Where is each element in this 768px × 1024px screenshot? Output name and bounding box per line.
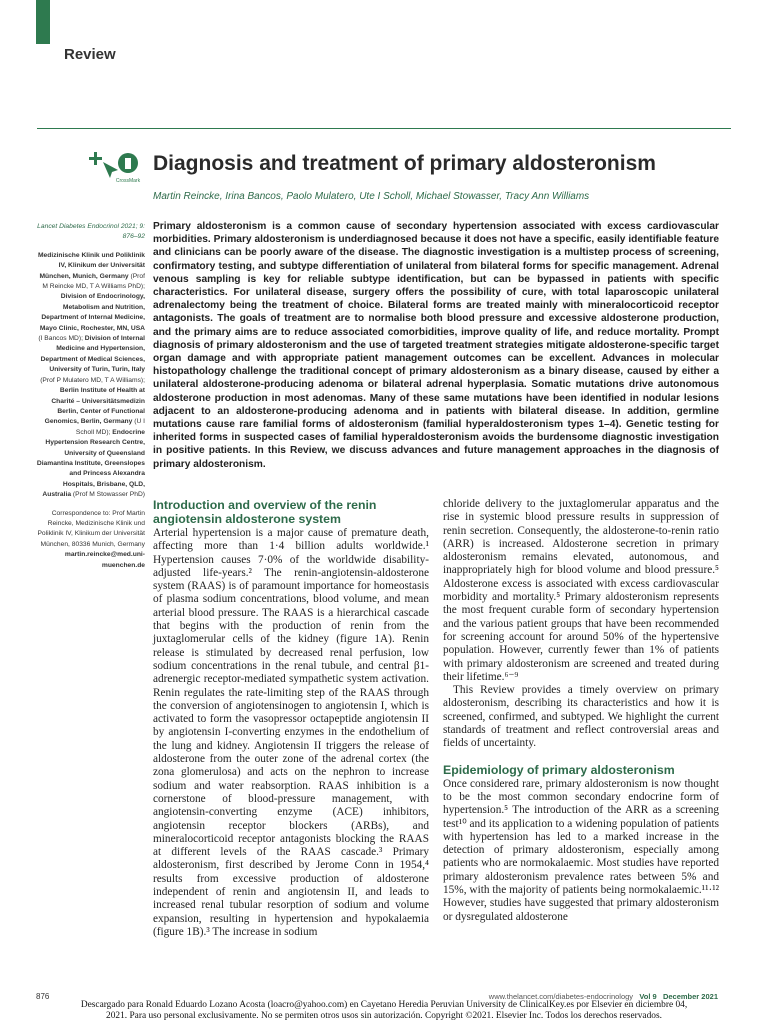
body-paragraph: This Review provides a timely overview on primary aldosteronism, describing its characteristics and how it is screened, confirmed, and subtyped. We highlight the current standards of treatment and reflect controversial areas and fields of uncertainty.: [443, 684, 719, 750]
affiliation-name: Division of Internal Medicine and Hypertension, Department of Medical Sciences, University of Turin, Turin, Italy: [40, 335, 145, 374]
crossmark-label: CrossMark: [115, 178, 141, 184]
volume: Vol 9: [639, 992, 657, 1001]
affiliation-authors: (Prof P Mulatero MD, T A Williams);: [40, 376, 145, 384]
affiliation-authors: (Prof M Stowasser PhD): [71, 491, 145, 499]
journal-citation: Lancet Diabetes Endocrinol 2021; 9: 876–92: [37, 223, 145, 241]
affiliations: [36, 251, 145, 501]
abstract: Primary aldosteronism is a common cause of secondary hypertension associated with excess cardiovascular morbidities. Primary aldosteronism is underdiagnosed because it does not have a specific, easily identifiable feature and clinicians can be poorly aware of the disease. The diagnostic investigation is a multistep process of screening, confirmatory testing, and subtype differentiation of unilateral from bilateral forms for specific management. Adrenal venous sampling is key for reliable subtype identification, but can be bypassed in patients with specific characteristics. For unilateral disease, surgery offers the possibility of cure, with total laparoscopic unilateral adrenalectomy being the treatment of choice. Bilateral forms are treated mainly with mineralocorticoid receptor antagonists. The goals of treatment are to normalise both blood pressure and excessive aldosterone production, and the primary aims are to reduce associated comorbidities, improve quality of life, and reduce mortality. Prompt diagnosis of primary aldosteronism and the use of targeted treatment strategies mitigate aldosterone-specific target organ damage and with appropriate patient management outcomes can be excellent. Advances in molecular histopathology challenge the traditional concept of primary aldosteronism as a binary disease, caused by either a unilateral aldosterone-producing adenoma or bilateral adrenal hyperplasia. Somatic mutations drive autonomous aldosterone production in most adenomas. Many of these same mutations have been identified in nodular lesions adjacent to an aldosterone-producing adenoma and in patients with bilateral disease. In addition, germline mutations cause rare familial forms of aldosteronism (familial hyperaldosteronism types 1–4). Genetic testing for inherited forms in suspected cases of familial hyperaldosteronism avoids the burdensome diagnostic investigation in positive patients. In this Review, we discuss advances and future management approaches in the diagnosis of primary aldosteronism.: [153, 221, 719, 470]
header-divider: [37, 128, 731, 129]
body-paragraph: Arterial hypertension is a major cause of premature death, affecting more than 1·4 billion adults worldwide.¹ Hypertension causes 7·0% of the worldwide disability-adjusted life-years.² The renin-angiotensin-aldosterone system (RAAS) is of paramount importance for homeostasis of plasma sodium concentrations, blood volume, and mean arterial blood pressure. The RAAS is a hierarchical cascade that begins with the production of renin from the juxtaglomerular cells of the kidney (figure 1A). Renin release is stimulated by decreased renal perfusion, low sodium concentrations in the renal tubule, and central β1-adrenergic receptor-mediated sympathetic system activation. Renin regulates the rate-limiting step of the RAAS through the conversion of angiotensinogen to angiotensin I, which is activated to form the vasopressor octapeptide angiotensin II by angiotensin I-converting enzymes in the endothelium of the lung and kidney. Angiotensin II triggers the release of aldosterone from the outer zone of the adrenal cortex (the zona glomerulosa) and acts on the nephron to increase sodium and water reabsorption. RAAS inhibition is a cornerstone of blood-pressure management, with angiotensin-converting enzyme (ACE) inhibitors, angiotensin receptor blockers (ARBs), and mineralocorticoid receptor antagonists blocking the RAAS at different levels of the RAAS cascade.³ Primary aldosteronism, first described by Jerome Conn in 1954,⁴ results from excessive production of aldosterone independent of renin and angiotensin II, and leads to increased renal tubular resorption of sodium and volume expansion, resulting in hypertension and hypokalaemia (figure 1B).³ The increase in sodium: [153, 527, 429, 938]
journal-url[interactable]: www.thelancet.com/diabetes-endocrinology: [488, 992, 634, 1001]
affiliation-authors: (I Bancos MD);: [38, 335, 85, 343]
download-line: Descargado para Ronald Eduardo Lozano Acosta (loacro@yahoo.com) en Cayetano Heredia Peruvian University de ClinicalKey.es por Elsevier en diciembre 04,: [80, 1000, 688, 1010]
affiliation-authors: (Prof M Reincke MD, T A Williams PhD);: [42, 272, 145, 291]
affiliation-name: Berlin Institute of Health at Charité – Universitätsmedizin Berlin, Center of Functional Genomics, Berlin, Germany: [44, 387, 145, 426]
affiliation-name: Division of Endocrinology, Metabolism and Nutrition, Department of Internal Medicine, Mayo Clinic, Rochester, MN, USA: [39, 293, 145, 332]
header-accent-bar: [36, 0, 50, 44]
correspondence: Correspondence to: Prof Martin Reincke, Medizinische Klinik und Poliklinik IV, Klinikum der Universität München, 80336 Munich, Germany: [37, 509, 145, 548]
page-number: 876: [36, 992, 50, 1001]
download-line: 2021. Para uso personal exclusivamente. No se permiten otros usos sin autorización. Copyright ©2021. Elsevier Inc. Todos los derechos reservados.: [106, 1011, 662, 1021]
correspondence-email[interactable]: martin.reincke@med.uni-muenchen.de: [64, 551, 145, 569]
crossmark-icon[interactable]: [88, 148, 148, 192]
body-paragraph: Once considered rare, primary aldosteronism is now thought to be the most common secondary endocrine form of hypertension.⁵ The introduction of the ARR as a screening test¹⁰ and its application to a widening population of patients with hypertension has led to a marked increase in the detection of primary aldosteronism, especially among patients who are normokalaemic. Most studies have reported primary aldosteronism prevalence rates between 5% and 15%, with the majority of patients being normokalaemic.¹¹·¹² However, studies have suggested that primary aldosteronism or dysregulated aldosterone: [443, 777, 719, 923]
section-label: Review: [64, 46, 116, 63]
author-list: Martin Reincke, Irina Bancos, Paolo Mulatero, Ute I Scholl, Michael Stowasser, Tracy Ann Williams: [153, 191, 590, 202]
body-column-right: [443, 498, 719, 924]
download-notice: [0, 1000, 768, 1022]
article-title: Diagnosis and treatment of primary aldosteronism: [153, 152, 656, 175]
section-heading-introduction: Introduction and overview of the renin angiotensin aldosterone system: [153, 498, 377, 526]
section-heading-epidemiology: Epidemiology of primary aldosteronism: [443, 762, 675, 777]
affiliation-authors: (U I Scholl MD);: [75, 418, 145, 436]
issue-date: December 2021: [662, 992, 718, 1001]
body-paragraph: chloride delivery to the juxtaglomerular apparatus and the rise in systemic blood pressure results in suppression of renin secretion. Consequently, the aldosterone-to-renin ratio (ARR) is increased. Aldosterone secretion in primary aldosteronism remains elevated, autonomous, and inappropriately high for blood volume and blood pressure.⁵ Aldosterone excess is associated with excess cardiovascular morbidity and mortality.⁵ Primary aldosteronism represents the most frequent curable form of secondary hypertension and the various patient groups that have been recommended for screening account for around 50% of the hypertensive population. However, currently fewer than 1% of patients with primary aldosteronism are screened and treated during their lifetime.⁶⁻⁹: [443, 498, 719, 683]
sidebar-notes: [36, 222, 145, 571]
affiliation-name: Endocrine Hypertension Research Centre, University of Queensland Diamantina Institute, Greenslopes and Princess Alexandra Hospitals, Brisbane, QLD, Australia: [36, 428, 145, 499]
body-column-left: [153, 498, 429, 939]
affiliation-name: Medizinische Klinik und Poliklinik IV, Klinikum der Universität München, Munich, Germany: [37, 251, 145, 280]
